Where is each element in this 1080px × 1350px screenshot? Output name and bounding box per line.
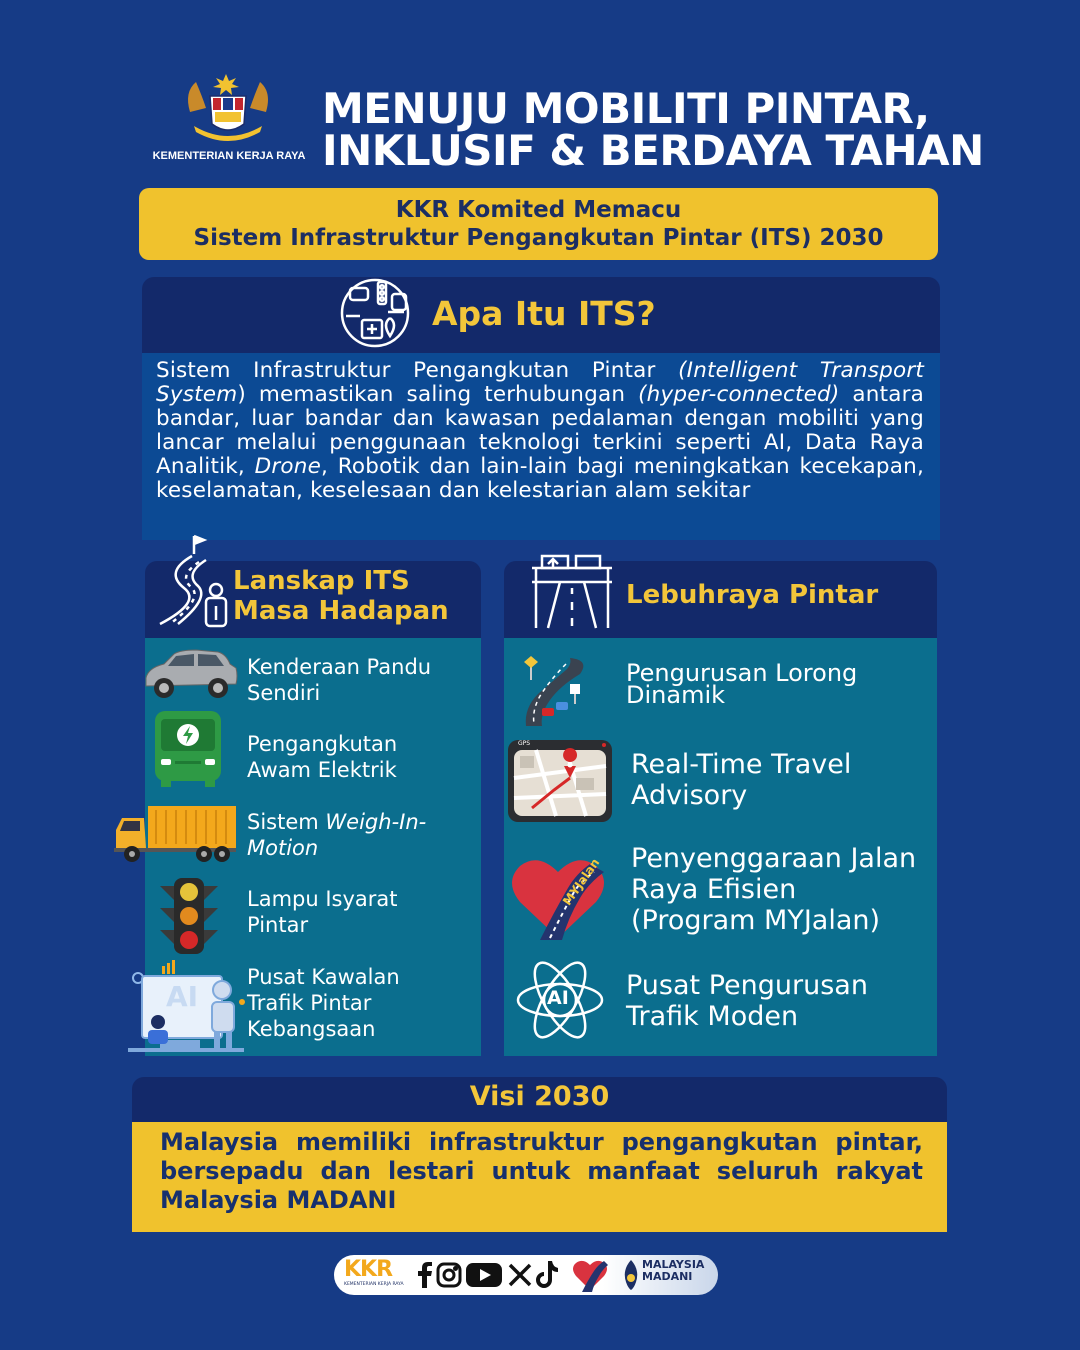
truck-icon xyxy=(112,804,238,864)
youtube-icon[interactable] xyxy=(466,1263,502,1287)
title-line-2: INKLUSIF & BERDAYA TAHAN xyxy=(322,126,984,175)
lanskap-item-3-line-2a: Motion xyxy=(247,836,319,860)
lebuhraya-item-1-line-2: Dinamik xyxy=(626,681,726,709)
visi-title: Visi 2030 xyxy=(132,1077,947,1123)
banner-line-2: Sistem Infrastruktur Pengangkutan Pintar (ITS) 2030 xyxy=(193,225,884,251)
kkr-logo-subtitle: KEMENTERIAN KERJA RAYA xyxy=(344,1282,404,1287)
lanskap-item-5-label xyxy=(247,964,477,1042)
madani-emblem-icon xyxy=(622,1260,640,1290)
desc-italic-hyper: (hyper-connected) xyxy=(638,382,840,407)
lebuhraya-item-4-line-2: Trafik Moden xyxy=(626,1001,799,1032)
apa-its-title: Apa Itu ITS? xyxy=(432,294,656,333)
lanskap-title-line-1: Lanskap ITS xyxy=(233,566,410,596)
lanskap-item-4-line-1: Lampu Isyarat xyxy=(247,887,398,911)
lanskap-item-1-line-1: Kenderaan Pandu xyxy=(247,655,432,679)
lebuhraya-item-3-line-2: Raya Efisien xyxy=(631,874,797,905)
lebuhraya-item-1-line-1: Pengurusan Lorong xyxy=(626,659,858,687)
visi-body xyxy=(132,1122,947,1232)
facebook-icon[interactable] xyxy=(416,1262,434,1288)
traffic-light-icon xyxy=(156,876,222,956)
lanskap-item-5-line-2: Trafik Pintar xyxy=(247,991,372,1015)
coat-of-arms-icon xyxy=(180,72,276,148)
lanskap-item-2-line-2: Awam Elektrik xyxy=(247,758,397,782)
desc-part-3: ) memastikan saling terhubungan xyxy=(237,382,639,407)
myjalan-footer-logo xyxy=(572,1258,608,1292)
ai-atom-text: AI xyxy=(547,987,569,1009)
visi-text: Malaysia memiliki infrastruktur pengangkutan pintar, bersepadu dan lestari untuk manfaat seluruh rakyat Malaysia MADANI xyxy=(160,1128,923,1214)
myjalan-logo-text: MYJalan xyxy=(560,855,603,909)
lanskap-item-5-line-3: Kebangsaan xyxy=(247,1017,376,1041)
gps-label: GPS xyxy=(518,740,531,747)
lanskap-title xyxy=(233,566,483,626)
lebuhraya-item-3-line-1: Penyenggaraan Jalan xyxy=(631,843,917,874)
lebuhraya-item-2-label xyxy=(631,749,931,811)
lebuhraya-item-3-line-3: (Program MYJalan) xyxy=(631,905,881,936)
madani-line-1: MALAYSIA xyxy=(642,1258,705,1271)
desc-part-7: , Robotik dan lain-lain bagi meningkatkan kecekapan, keselamatan, keselesaan dan kelestarian alam sekitar xyxy=(156,454,924,503)
tiktok-icon[interactable] xyxy=(536,1261,558,1289)
highway-gantry-icon xyxy=(528,552,616,630)
dynamic-lane-icon xyxy=(520,656,592,726)
apa-its-body xyxy=(142,353,940,540)
banner-line-1: KKR Komited Memacu xyxy=(395,197,682,223)
lanskap-item-1-line-2: Sendiri xyxy=(247,681,321,705)
lanskap-item-2-line-1: Pengangkutan xyxy=(247,732,398,756)
lebuhraya-title: Lebuhraya Pintar xyxy=(626,580,879,610)
gps-device-icon xyxy=(506,738,614,824)
desc-part-1: Sistem Infrastruktur Pengangkutan Pintar xyxy=(156,358,679,383)
lanskap-item-2-label xyxy=(247,731,477,783)
desc-italic-drone: Drone xyxy=(254,454,322,479)
road-route-icon xyxy=(154,532,228,628)
smart-city-icon xyxy=(338,276,412,350)
commitment-banner xyxy=(139,188,938,260)
lebuhraya-item-2-line-2: Advisory xyxy=(631,780,748,811)
lanskap-title-line-2: Masa Hadapan xyxy=(233,596,449,626)
footer-logo-bar xyxy=(334,1255,718,1295)
lebuhraya-item-4-label xyxy=(626,970,926,1032)
madani-line-2: MADANI xyxy=(642,1270,693,1283)
lanskap-item-3-label xyxy=(247,809,477,861)
desc-italic-its: (Intelligent Transport System xyxy=(156,358,924,407)
title-line-1: MENUJU MOBILITI PINTAR, xyxy=(322,84,930,133)
lebuhraya-item-1-label xyxy=(626,659,926,709)
lanskap-item-4-label xyxy=(247,886,477,938)
kkr-logo: KKR xyxy=(344,1257,393,1282)
lanskap-item-3-line-1b: Weigh-In- xyxy=(325,810,427,834)
electric-bus-icon xyxy=(151,709,225,789)
instagram-icon[interactable] xyxy=(436,1262,462,1288)
apa-its-description xyxy=(156,359,924,503)
page-title xyxy=(322,84,984,175)
lanskap-item-4-line-2: Pintar xyxy=(247,913,309,937)
lanskap-item-5-line-1: Pusat Kawalan xyxy=(247,965,400,989)
lanskap-item-3-line-1 xyxy=(247,809,477,835)
lebuhraya-item-2-line-1: Real-Time Travel xyxy=(631,749,852,780)
desc-part-5: antara bandar, luar bandar dan kawasan pedalaman dengan mobiliti yang lancar melalui penggunaan teknologi terkini seperti AI, Data Raya Analitik, xyxy=(156,382,924,479)
lebuhraya-item-4-line-1: Pusat Pengurusan xyxy=(626,970,868,1001)
ministry-name: KEMENTERIAN KERJA RAYA xyxy=(152,150,306,162)
madani-logo-text xyxy=(642,1259,704,1283)
suv-car-icon xyxy=(140,646,240,702)
lebuhraya-item-3-label xyxy=(631,843,937,936)
ai-screen-text: AI xyxy=(166,980,199,1013)
lanskap-item-3-line-1a: Sistem xyxy=(247,810,326,834)
lanskap-item-3-line-2 xyxy=(247,835,477,861)
lanskap-item-1-label xyxy=(247,654,477,706)
x-twitter-icon[interactable] xyxy=(508,1263,532,1287)
